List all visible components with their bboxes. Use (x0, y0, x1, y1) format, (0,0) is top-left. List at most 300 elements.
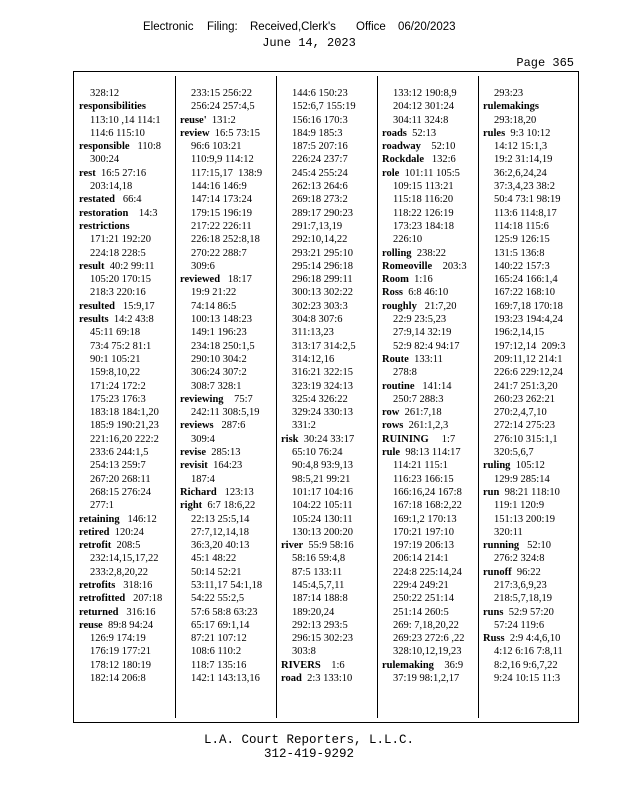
index-entry-refs: 167:22 168:10 (494, 287, 555, 299)
index-entry-term (382, 167, 478, 180)
index-entry-term (79, 606, 175, 619)
index-entry-refs: 209:11,12 214:1 (494, 353, 563, 365)
column-divider (478, 76, 479, 718)
index-entry-term (382, 153, 478, 166)
index-entry-refs: 131:5 136:8 (494, 247, 545, 259)
index-entry-refs: 300:24 (90, 154, 120, 166)
index-entry-refs: 278:8 (393, 367, 417, 379)
index-refs: 98:13 114:17 (400, 447, 461, 459)
index-refs: 40:2 99:11 (104, 260, 155, 272)
index-entry-refs: 309:4 (191, 433, 215, 445)
index-refs: 52:10 (420, 141, 456, 153)
index-refs: 98:21 118:10 (499, 486, 560, 498)
index-term: review (180, 127, 210, 139)
index-entry-refs: 304:8 307:6 (292, 314, 343, 326)
index-entry-refs: 45:11 69:18 (90, 327, 141, 339)
index-entry-term (382, 446, 478, 459)
index-refs: 1:16 (408, 274, 433, 286)
index-entry-refs: 292:10,14,22 (292, 234, 348, 246)
index-entry-refs: 171:21 192:20 (90, 234, 151, 246)
index-term: restrictions (79, 220, 130, 232)
index-entry-refs: 233:2,8,20,22 (90, 566, 149, 578)
index-entry-term (483, 486, 579, 499)
index-entry-term (382, 659, 478, 672)
index-entry-refs: 178:12 180:19 (90, 659, 151, 671)
index-refs: 287:6 (213, 420, 246, 432)
index-entry-refs: 250:22 251:14 (393, 593, 454, 605)
index-entry-refs: 187:14 188:8 (292, 593, 348, 605)
index-refs: 131:2 (206, 114, 236, 126)
index-entry-refs: 260:23 262:21 (494, 393, 555, 405)
index-entry-refs: 169:7,18 170:18 (494, 300, 563, 312)
index-entry-refs: 27:7,12,14,18 (191, 526, 250, 538)
index-term: restated (79, 194, 115, 206)
index-entry-term (180, 273, 276, 286)
index-entry-refs: 45:1 48:22 (191, 553, 237, 565)
index-entry-term (382, 419, 478, 432)
index-entry-term (483, 127, 579, 140)
index-entry-refs: 306:24 307:2 (191, 367, 247, 379)
stamp-office: Office (356, 21, 386, 33)
index-entry-refs: 320:5,6,7 (494, 447, 534, 459)
index-entry-refs: 19:2 31:14,19 (494, 154, 553, 166)
index-entry-refs: 242:11 308:5,19 (191, 407, 260, 419)
index-entry-refs: 98:5,21 99:21 (292, 473, 351, 485)
index-entry-refs: 144:16 146:9 (191, 181, 247, 193)
index-column (180, 87, 276, 685)
index-entry-refs: 130:13 200:20 (292, 526, 353, 538)
column-divider (276, 76, 277, 718)
index-entry-refs: 296:18 299:11 (292, 274, 353, 286)
index-entry-refs: 159:8,10,22 (90, 367, 141, 379)
index-entry-term (79, 539, 175, 552)
index-column (79, 87, 175, 685)
index-refs: 164:23 (207, 460, 243, 472)
index-entry-refs: 251:14 260:5 (393, 606, 449, 618)
index-entry-term (483, 566, 579, 579)
index-entry-refs: 311:13,23 (292, 327, 334, 339)
index-term: rulemakings (483, 101, 540, 113)
index-entry-refs: 149:1 196:23 (191, 327, 247, 339)
index-entry-term (382, 286, 478, 299)
index-entry-refs: 119:1 120:9 (494, 500, 545, 512)
index-entry-refs: 217:3,6,9,23 (494, 579, 547, 591)
index-entry-refs: 96:6 103:21 (191, 141, 242, 153)
index-entry-refs: 129:9 285:14 (494, 473, 550, 485)
index-entry-refs: 256:24 257:4,5 (191, 101, 255, 113)
index-term: routine (382, 380, 415, 392)
index-entry-term (79, 193, 175, 206)
column-divider (175, 76, 176, 718)
index-entry-refs: 36:3,20 40:13 (191, 540, 250, 552)
index-entry-term (180, 499, 276, 512)
index-entry-refs: 293:18,20 (494, 114, 537, 126)
index-term: rolling (382, 247, 412, 259)
index-entry-refs: 105:24 130:11 (292, 513, 353, 525)
index-entry-refs: 325:4 326:22 (292, 393, 348, 405)
index-entry-refs: 323:19 324:13 (292, 380, 353, 392)
index-entry-refs: 147:14 173:24 (191, 194, 252, 206)
stamp-received: Received,Clerk's (250, 21, 336, 33)
index-entry-refs: 53:11,17 54:1,18 (191, 579, 263, 591)
index-refs: 261:7,18 (399, 407, 442, 419)
index-term: rows (382, 420, 404, 432)
index-entry-refs: 14:12 15:1,3 (494, 141, 548, 153)
index-refs: 132:6 (424, 154, 456, 166)
index-entry-term (79, 513, 175, 526)
index-entry-refs: 165:24 166:1,4 (494, 274, 558, 286)
index-entry-refs: 269:23 272:6 ,22 (393, 633, 465, 645)
index-entry-refs: 118:7 135:16 (191, 659, 247, 671)
index-term: reviewing (180, 393, 224, 405)
index-entry-refs: 8:2,16 9:6,7,22 (494, 659, 558, 671)
index-term: roads (382, 127, 407, 139)
index-entry-term (79, 140, 175, 153)
index-entry-term (79, 220, 175, 233)
index-entry-refs: 250:7 288:3 (393, 393, 444, 405)
index-term: reuse' (180, 114, 207, 126)
index-entry-refs: 169:1,2 170:13 (393, 513, 457, 525)
index-entry-refs: 308:7 328:1 (191, 380, 242, 392)
index-entry-refs: 272:14 275:23 (494, 420, 555, 432)
index-term: risk (281, 433, 299, 445)
index-entry-refs: 166:16,24 167:8 (393, 486, 462, 498)
index-entry-refs: 187:4 (191, 473, 215, 485)
index-term: Richard (180, 486, 217, 498)
index-refs: 66:4 (114, 194, 142, 206)
index-entry-refs: 114:6 115:10 (90, 127, 145, 139)
index-term: RUINING (382, 433, 429, 445)
index-entry-term (180, 459, 276, 472)
index-entry-refs: 304:11 324:8 (393, 114, 449, 126)
index-entry-term (281, 672, 377, 685)
index-entry-refs: 187:5 207:16 (292, 141, 348, 153)
index-term: run (483, 486, 500, 498)
column-divider (377, 76, 378, 718)
index-term: retrofits (79, 579, 116, 591)
index-entry-refs: 314:12,16 (292, 353, 335, 365)
index-entry-term (79, 300, 175, 313)
index-entry-refs: 65:10 76:24 (292, 447, 343, 459)
index-term: RIVERS (281, 659, 321, 671)
index-entry-term (483, 632, 579, 645)
index-term: Rockdale (382, 154, 424, 166)
index-entry-refs: 184:9 185:3 (292, 127, 343, 139)
stamp-date: 06/20/2023 (398, 21, 456, 33)
index-refs: 238:22 (411, 247, 446, 259)
index-entry-refs: 74:14 86:5 (191, 300, 237, 312)
index-refs: 105:12 (510, 460, 545, 472)
index-entry-refs: 52:9 82:4 94:17 (393, 340, 460, 352)
index-entry-refs: 276:2 324:8 (494, 553, 545, 565)
index-term: results (79, 314, 109, 326)
index-refs: 133:11 (408, 353, 443, 365)
index-term: result (79, 260, 105, 272)
index-entry-term (79, 592, 175, 605)
index-entry-term (79, 313, 175, 326)
index-entry-refs: 182:14 206:8 (90, 673, 146, 685)
index-entry-refs: 197:19 206:13 (393, 540, 454, 552)
index-entry-refs: 50:14 52:21 (191, 566, 242, 578)
index-refs: 36:9 (433, 659, 464, 671)
index-refs: 316:16 (118, 606, 156, 618)
index-entry-refs: 241:7 251:3,20 (494, 380, 558, 392)
index-refs: 110:8 (129, 141, 161, 153)
index-refs: 1:6 (320, 659, 345, 671)
index-refs: 14:3 (128, 207, 158, 219)
index-entry-refs: 270:2,4,7,10 (494, 407, 547, 419)
index-entry-refs: 185:9 190:21,23 (90, 420, 159, 432)
index-entry-refs: 290:10 304:2 (191, 353, 247, 365)
index-entry-refs: 226:24 237:7 (292, 154, 348, 166)
index-entry-refs: 270:22 288:7 (191, 247, 247, 259)
index-entry-refs: 171:24 172:2 (90, 380, 146, 392)
index-term: retired (79, 526, 110, 538)
index-entry-refs: 173:23 184:18 (393, 220, 454, 232)
index-entry-refs: 151:13 200:19 (494, 513, 555, 525)
index-entry-refs: 9:24 10:15 11:3 (494, 673, 561, 685)
index-entry-term (79, 207, 175, 220)
index-entry-term (483, 459, 579, 472)
index-column (382, 87, 478, 685)
index-entry-refs: 269: 7,18,20,22 (393, 619, 459, 631)
index-entry-term (79, 167, 175, 180)
index-entry-term (281, 539, 377, 552)
index-entry-refs: 90:1 105:21 (90, 353, 141, 365)
reporter-phone: 312-419-9292 (263, 747, 354, 761)
index-refs: 146:12 (119, 513, 157, 525)
stamp-electronic: Electronic (143, 21, 194, 33)
index-entry-refs: 126:9 174:19 (90, 633, 146, 645)
index-entry-refs: 268:15 276:24 (90, 486, 151, 498)
index-entry-refs: 118:22 126:19 (393, 207, 454, 219)
index-term: roughly (382, 300, 417, 312)
index-entry-refs: 193:23 194:4,24 (494, 314, 563, 326)
index-refs: 101:11 105:5 (399, 167, 460, 179)
index-entry-refs: 57:6 58:8 63:23 (191, 606, 258, 618)
index-entry-refs: 170:21 197:10 (393, 526, 454, 538)
index-entry-term (382, 380, 478, 393)
index-refs: 208:5 (111, 540, 141, 552)
index-column (281, 87, 377, 685)
index-entry-refs: 22:13 25:5,14 (191, 513, 250, 525)
index-entry-refs: 189:20,24 (292, 606, 335, 618)
index-entry-term (382, 300, 478, 313)
index-refs: 21:7,20 (416, 300, 457, 312)
index-entry-refs: 179:15 196:19 (191, 207, 252, 219)
index-entry-refs: 196:2,14,15 (494, 327, 545, 339)
index-term: retrofit (79, 540, 112, 552)
index-entry-term (180, 446, 276, 459)
index-entry-term (79, 579, 175, 592)
index-entry-refs: 57:24 119:6 (494, 619, 545, 631)
index-entry-refs: 229:4 249:21 (393, 579, 449, 591)
index-entry-refs: 276:10 315:1,1 (494, 433, 558, 445)
index-entry-refs: 113:6 114:8,17 (494, 207, 557, 219)
index-entry-refs: 175:23 176:3 (90, 393, 146, 405)
index-entry-term (382, 406, 478, 419)
index-term: revise (180, 447, 207, 459)
index-refs: 15:9,17 (114, 300, 155, 312)
index-entry-refs: 110:9,9 114:12 (191, 154, 254, 166)
index-entry-refs: 293:21 295:10 (292, 247, 353, 259)
index-refs: 18:17 (220, 274, 252, 286)
index-entry-term (483, 539, 579, 552)
page-number: Page 365 (516, 56, 574, 70)
index-entry-refs: 218:3 220:16 (90, 287, 146, 299)
index-term: restoration (79, 207, 129, 219)
index-refs: 96:22 (511, 566, 541, 578)
index-refs: 285:13 (206, 447, 241, 459)
index-entry-refs: 328:10,12,19,23 (393, 646, 462, 658)
index-entry-refs: 87:5 133:11 (292, 566, 343, 578)
index-entry-refs: 152:6,7 155:19 (292, 101, 356, 113)
index-entry-refs: 302:23 303:3 (292, 300, 348, 312)
index-entry-refs: 116:23 166:15 (393, 473, 454, 485)
index-entry-refs: 234:18 250:1,5 (191, 340, 255, 352)
index-entry-refs: 167:18 168:2,22 (393, 500, 462, 512)
index-term: ruling (483, 460, 511, 472)
index-entry-refs: 87:21 107:12 (191, 633, 247, 645)
index-entry-refs: 226:18 252:8,18 (191, 234, 260, 246)
index-entry-refs: 217:22 226:11 (191, 220, 252, 232)
index-entry-refs: 115:18 116:20 (393, 194, 454, 206)
index-entry-refs: 105:20 170:15 (90, 274, 151, 286)
index-entry-refs: 313:17 314:2,5 (292, 340, 356, 352)
index-term: responsibilities (79, 101, 146, 113)
index-entry-refs: 291:7,13,19 (292, 220, 343, 232)
index-refs: 2:3 133:10 (301, 673, 353, 685)
index-entry-refs: 37:19 98:1,2,17 (393, 673, 460, 685)
index-entry-refs: 108:6 110:2 (191, 646, 242, 658)
index-frame (73, 71, 579, 723)
index-entry-term (483, 606, 579, 619)
index-entry-refs: 309:6 (191, 260, 215, 272)
index-entry-refs: 117:15,17 138:9 (191, 167, 263, 179)
index-entry-refs: 267:20 268:11 (90, 473, 151, 485)
index-term: right (180, 500, 203, 512)
index-entry-refs: 27:9,14 32:19 (393, 327, 452, 339)
index-term: rest (79, 167, 96, 179)
index-entry-refs: 142:1 143:13,16 (191, 673, 260, 685)
index-term: resulted (79, 300, 115, 312)
index-entry-refs: 204:12 301:24 (393, 101, 454, 113)
index-term: row (382, 407, 400, 419)
index-entry-term (180, 114, 276, 127)
index-entry-term (382, 247, 478, 260)
index-entry-refs: 50:4 73:1 98:19 (494, 194, 561, 206)
index-entry-refs: 109:15 113:21 (393, 181, 454, 193)
index-refs: 318:16 (115, 579, 153, 591)
index-term: Ross (382, 287, 404, 299)
index-entry-refs: 54:22 55:2,5 (191, 593, 245, 605)
index-entry-term (281, 433, 377, 446)
index-entry-refs: 245:4 255:24 (292, 167, 348, 179)
index-entry-term (382, 273, 478, 286)
index-term: roadway (382, 141, 421, 153)
index-entry-refs: 221:16,20 222:2 (90, 433, 159, 445)
index-entry-refs: 233:15 256:22 (191, 88, 252, 99)
index-entry-term (382, 260, 478, 273)
index-entry-refs: 226:6 229:12,24 (494, 367, 563, 379)
index-entry-refs: 296:15 302:23 (292, 633, 353, 645)
index-entry-refs: 156:16 170:3 (292, 114, 348, 126)
index-refs: 120:24 (109, 526, 144, 538)
hearing-date: June 14, 2023 (262, 36, 356, 50)
index-refs: 6:8 46:10 (403, 287, 449, 299)
index-refs: 141:14 (414, 380, 452, 392)
index-column (483, 87, 579, 685)
index-term: reviews (180, 420, 214, 432)
index-entry-refs: 73:4 75:2 81:1 (90, 340, 152, 352)
index-entry-refs: 22:9 23:5,23 (393, 314, 447, 326)
index-entry-refs: 269:18 273:2 (292, 194, 348, 206)
index-entry-refs: 328:12 (90, 88, 120, 99)
index-refs: 52:9 57:20 (503, 606, 554, 618)
index-entry-refs: 125:9 126:15 (494, 234, 550, 246)
index-entry-term (382, 127, 478, 140)
stamp-filing: Filing: (207, 21, 238, 33)
index-entry-term (382, 353, 478, 366)
index-entry-refs: 226:10 (393, 234, 423, 246)
index-term: revisit (180, 460, 208, 472)
index-refs: 16:5 27:16 (95, 167, 147, 179)
index-entry-refs: 19:9 21:22 (191, 287, 237, 299)
index-entry-refs: 140:22 157:3 (494, 260, 550, 272)
index-refs: 6:7 18:6,22 (202, 500, 256, 512)
index-term: Russ (483, 633, 505, 645)
index-entry-term (180, 127, 276, 140)
index-term: running (483, 540, 520, 552)
index-refs: 14:2 43:8 (108, 314, 154, 326)
index-entry-refs: 104:22 105:11 (292, 500, 353, 512)
index-entry-refs: 176:19 177:21 (90, 646, 151, 658)
index-refs: 55:9 58:16 (303, 540, 354, 552)
index-term: Route (382, 353, 409, 365)
index-entry-refs: 329:24 330:13 (292, 407, 353, 419)
index-entry-refs: 58:16 59:4,8 (292, 553, 346, 565)
index-term: rules (483, 127, 506, 139)
index-entry-refs: 218:5,7,18,19 (494, 593, 553, 605)
index-refs: 16:5 73:15 (209, 127, 261, 139)
index-term: runoff (483, 566, 512, 578)
index-entry-refs: 254:13 259:7 (90, 460, 146, 472)
index-entry-term (180, 393, 276, 406)
index-entry-refs: 133:12 190:8,9 (393, 88, 457, 99)
index-entry-refs: 114:21 115:1 (393, 460, 448, 472)
index-entry-term (79, 619, 175, 632)
index-entry-refs: 203:14,18 (90, 181, 133, 193)
index-term: reuse (79, 619, 103, 631)
index-entry-term (180, 486, 276, 499)
index-refs: 123:13 (216, 486, 254, 498)
index-refs: 52:13 (406, 127, 437, 139)
reporter-name: L.A. Court Reporters, L.L.C. (203, 733, 415, 747)
index-term: retaining (79, 513, 120, 525)
index-entry-term (79, 260, 175, 273)
index-entry-refs: 300:13 302:22 (292, 287, 353, 299)
index-refs: 2:9 4:4,6,10 (504, 633, 561, 645)
index-entry-term (79, 100, 175, 113)
index-entry-refs: 224:18 228:5 (90, 247, 146, 259)
index-entry-refs: 114:18 115:6 (494, 220, 549, 232)
index-entry-term (281, 659, 377, 672)
index-term: river (281, 540, 304, 552)
index-entry-term (180, 419, 276, 432)
index-entry-refs: 197:12,14 209:3 (494, 340, 566, 352)
index-entry-refs: 320:11 (494, 526, 523, 538)
index-refs: 89:8 94:24 (102, 619, 154, 631)
